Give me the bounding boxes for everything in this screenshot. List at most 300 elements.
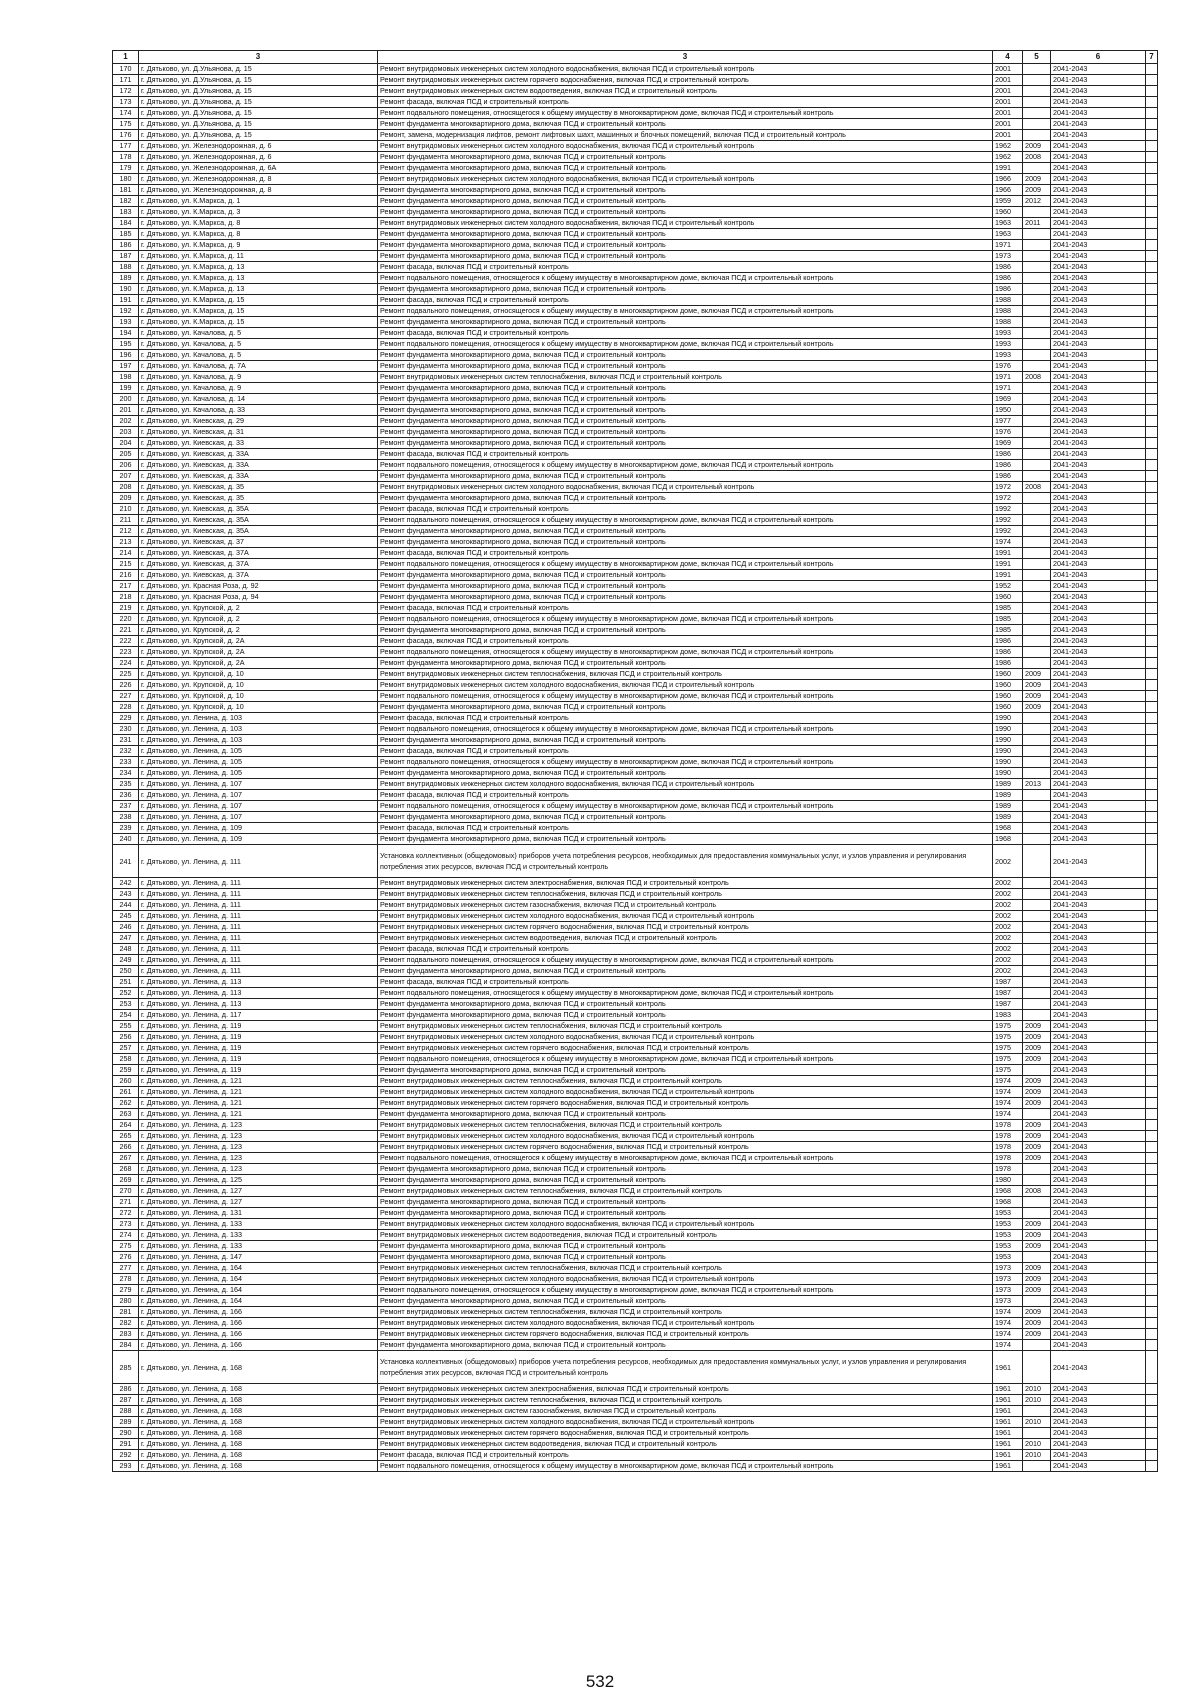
planned-period-cell: 2041-2043: [1051, 1417, 1146, 1428]
row-number: 240: [113, 834, 139, 845]
empty-col-7-cell: [1146, 1021, 1158, 1032]
empty-col-7-cell: [1146, 702, 1158, 713]
build-year-cell: 1976: [993, 361, 1023, 372]
table-row: [113, 812, 1158, 823]
last-repair-year-cell: 2009: [1023, 1054, 1051, 1065]
last-repair-year-cell: [1023, 581, 1051, 592]
build-year-cell: 1990: [993, 724, 1023, 735]
row-number: 209: [113, 493, 139, 504]
planned-period-cell: 2041-2043: [1051, 746, 1146, 757]
address-cell: г. Дятьково, ул. Ленина, д. 123: [139, 1164, 378, 1175]
table-row: [113, 141, 1158, 152]
work-type-cell: Ремонт внутридомовых инженерных систем водоотведения, включая ПСД и строительный контроль: [378, 86, 993, 97]
empty-col-7-cell: [1146, 427, 1158, 438]
row-number: 186: [113, 240, 139, 251]
build-year-cell: 2002: [993, 845, 1023, 878]
work-type-cell: Ремонт фундамента многоквартирного дома, включая ПСД и строительный контроль: [378, 1208, 993, 1219]
build-year-cell: 1987: [993, 977, 1023, 988]
work-type-cell: Ремонт фундамента многоквартирного дома, включая ПСД и строительный контроль: [378, 438, 993, 449]
build-year-cell: 2001: [993, 119, 1023, 130]
table-row: [113, 97, 1158, 108]
empty-col-7-cell: [1146, 1153, 1158, 1164]
address-cell: г. Дятьково, ул. Качалова, д. 5: [139, 350, 378, 361]
row-number: 199: [113, 383, 139, 394]
empty-col-7-cell: [1146, 273, 1158, 284]
empty-col-7-cell: [1146, 361, 1158, 372]
work-type-cell: Ремонт фасада, включая ПСД и строительный контроль: [378, 295, 993, 306]
row-number: 274: [113, 1230, 139, 1241]
planned-period-cell: 2041-2043: [1051, 405, 1146, 416]
table-row: [113, 163, 1158, 174]
work-type-cell: Ремонт фасада, включая ПСД и строительный контроль: [378, 790, 993, 801]
table-row: [113, 845, 1158, 878]
table-row: [113, 757, 1158, 768]
table-row: [113, 977, 1158, 988]
work-type-cell: Ремонт фасада, включая ПСД и строительный контроль: [378, 603, 993, 614]
empty-col-7-cell: [1146, 724, 1158, 735]
address-cell: г. Дятьково, ул. Ленина, д. 131: [139, 1208, 378, 1219]
table-row: [113, 75, 1158, 86]
empty-col-7-cell: [1146, 1010, 1158, 1021]
last-repair-year-cell: 2009: [1023, 680, 1051, 691]
work-type-cell: Ремонт фундамента многоквартирного дома, включая ПСД и строительный контроль: [378, 350, 993, 361]
work-type-cell: Ремонт внутридомовых инженерных систем холодного водоснабжения, включая ПСД и строительный контроль: [378, 779, 993, 790]
build-year-cell: 1974: [993, 537, 1023, 548]
empty-col-7-cell: [1146, 966, 1158, 977]
empty-col-7-cell: [1146, 658, 1158, 669]
address-cell: г. Дятьково, ул. Ленина, д. 127: [139, 1197, 378, 1208]
header-col-3: 3: [378, 51, 993, 64]
planned-period-cell: 2041-2043: [1051, 141, 1146, 152]
work-type-cell: Ремонт подвального помещения, относящегося к общему имуществу в многоквартирном доме, включая ПСД и строительный контроль: [378, 515, 993, 526]
empty-col-7-cell: [1146, 1395, 1158, 1406]
work-type-cell: Ремонт фундамента многоквартирного дома, включая ПСД и строительный контроль: [378, 471, 993, 482]
address-cell: г. Дятьково, ул. Киевская, д. 33А: [139, 460, 378, 471]
table-row: [113, 1329, 1158, 1340]
build-year-cell: 2001: [993, 75, 1023, 86]
table-row: [113, 1142, 1158, 1153]
last-repair-year-cell: [1023, 273, 1051, 284]
row-number: 194: [113, 328, 139, 339]
work-type-cell: Ремонт внутридомовых инженерных систем холодного водоснабжения, включая ПСД и строительный контроль: [378, 1274, 993, 1285]
table-row: [113, 1406, 1158, 1417]
last-repair-year-cell: 2009: [1023, 1043, 1051, 1054]
planned-period-cell: 2041-2043: [1051, 163, 1146, 174]
work-type-cell: Ремонт фундамента многоквартирного дома, включая ПСД и строительный контроль: [378, 152, 993, 163]
last-repair-year-cell: [1023, 559, 1051, 570]
work-type-cell: Ремонт фундамента многоквартирного дома, включая ПСД и строительный контроль: [378, 768, 993, 779]
table-row: [113, 218, 1158, 229]
empty-col-7-cell: [1146, 240, 1158, 251]
empty-col-7-cell: [1146, 878, 1158, 889]
planned-period-cell: 2041-2043: [1051, 1439, 1146, 1450]
table-row: [113, 790, 1158, 801]
build-year-cell: 1991: [993, 548, 1023, 559]
address-cell: г. Дятьково, ул. Киевская, д. 33: [139, 438, 378, 449]
empty-col-7-cell: [1146, 1450, 1158, 1461]
table-row: [113, 1285, 1158, 1296]
planned-period-cell: 2041-2043: [1051, 75, 1146, 86]
last-repair-year-cell: [1023, 592, 1051, 603]
work-type-cell: Ремонт фундамента многоквартирного дома, включая ПСД и строительный контроль: [378, 317, 993, 328]
build-year-cell: 1960: [993, 592, 1023, 603]
row-number: 218: [113, 592, 139, 603]
last-repair-year-cell: 2012: [1023, 196, 1051, 207]
last-repair-year-cell: [1023, 240, 1051, 251]
table-row: [113, 647, 1158, 658]
row-number: 251: [113, 977, 139, 988]
address-cell: г. Дятьково, ул. К.Маркса, д. 11: [139, 251, 378, 262]
work-type-cell: Ремонт подвального помещения, относящегося к общему имуществу в многоквартирном доме, включая ПСД и строительный контроль: [378, 339, 993, 350]
address-cell: г. Дятьково, ул. Ленина, д. 119: [139, 1043, 378, 1054]
work-type-cell: Ремонт фундамента многоквартирного дома, включая ПСД и строительный контроль: [378, 229, 993, 240]
empty-col-7-cell: [1146, 383, 1158, 394]
row-number: 237: [113, 801, 139, 812]
build-year-cell: 1989: [993, 779, 1023, 790]
row-number: 221: [113, 625, 139, 636]
empty-col-7-cell: [1146, 482, 1158, 493]
build-year-cell: 1986: [993, 449, 1023, 460]
empty-col-7-cell: [1146, 515, 1158, 526]
address-cell: г. Дятьково, ул. Ленина, д. 125: [139, 1175, 378, 1186]
last-repair-year-cell: [1023, 834, 1051, 845]
table-row: [113, 933, 1158, 944]
planned-period-cell: 2041-2043: [1051, 823, 1146, 834]
work-type-cell: Ремонт внутридомовых инженерных систем теплоснабжения, включая ПСД и строительный контроль: [378, 1395, 993, 1406]
planned-period-cell: 2041-2043: [1051, 1109, 1146, 1120]
planned-period-cell: 2041-2043: [1051, 449, 1146, 460]
table-row: [113, 273, 1158, 284]
build-year-cell: 1963: [993, 229, 1023, 240]
row-number: 201: [113, 405, 139, 416]
address-cell: г. Дятьково, ул. Ленина, д. 107: [139, 779, 378, 790]
empty-col-7-cell: [1146, 614, 1158, 625]
empty-col-7-cell: [1146, 306, 1158, 317]
last-repair-year-cell: [1023, 471, 1051, 482]
planned-period-cell: 2041-2043: [1051, 339, 1146, 350]
work-type-cell: Ремонт подвального помещения, относящегося к общему имуществу в многоквартирном доме, включая ПСД и строительный контроль: [378, 559, 993, 570]
last-repair-year-cell: 2009: [1023, 1032, 1051, 1043]
planned-period-cell: 2041-2043: [1051, 394, 1146, 405]
row-number: 259: [113, 1065, 139, 1076]
address-cell: г. Дятьково, ул. Качалова, д. 7А: [139, 361, 378, 372]
empty-col-7-cell: [1146, 1098, 1158, 1109]
planned-period-cell: 2041-2043: [1051, 350, 1146, 361]
empty-col-7-cell: [1146, 1120, 1158, 1131]
build-year-cell: 1959: [993, 196, 1023, 207]
last-repair-year-cell: [1023, 416, 1051, 427]
empty-col-7-cell: [1146, 1164, 1158, 1175]
row-number: 291: [113, 1439, 139, 1450]
work-type-cell: Ремонт внутридомовых инженерных систем теплоснабжения, включая ПСД и строительный контроль: [378, 372, 993, 383]
last-repair-year-cell: [1023, 999, 1051, 1010]
row-number: 179: [113, 163, 139, 174]
row-number: 293: [113, 1461, 139, 1472]
address-cell: г. Дятьково, ул. Ленина, д. 164: [139, 1263, 378, 1274]
planned-period-cell: 2041-2043: [1051, 1351, 1146, 1384]
planned-period-cell: 2041-2043: [1051, 603, 1146, 614]
planned-period-cell: 2041-2043: [1051, 185, 1146, 196]
planned-period-cell: 2041-2043: [1051, 900, 1146, 911]
work-type-cell: Ремонт подвального помещения, относящегося к общему имуществу в многоквартирном доме, включая ПСД и строительный контроль: [378, 691, 993, 702]
empty-col-7-cell: [1146, 1329, 1158, 1340]
build-year-cell: 1987: [993, 988, 1023, 999]
work-type-cell: Ремонт подвального помещения, относящегося к общему имуществу в многоквартирном доме, включая ПСД и строительный контроль: [378, 988, 993, 999]
address-cell: г. Дятьково, ул. Ленина, д. 166: [139, 1329, 378, 1340]
last-repair-year-cell: 2013: [1023, 779, 1051, 790]
last-repair-year-cell: [1023, 449, 1051, 460]
planned-period-cell: 2041-2043: [1051, 966, 1146, 977]
last-repair-year-cell: [1023, 933, 1051, 944]
work-type-cell: Ремонт подвального помещения, относящегося к общему имуществу в многоквартирном доме, включая ПСД и строительный контроль: [378, 1153, 993, 1164]
last-repair-year-cell: [1023, 988, 1051, 999]
work-type-cell: Установка коллективных (общедомовых) приборов учета потребления ресурсов, необходимых для предоставления коммунальных услуг, и узлов управления и регулирования потребления этих ресурсов, включая ПСД и строительный контроль: [378, 1351, 993, 1384]
table-row: [113, 1186, 1158, 1197]
work-type-cell: Ремонт фасада, включая ПСД и строительный контроль: [378, 1450, 993, 1461]
build-year-cell: 2002: [993, 900, 1023, 911]
work-type-cell: Ремонт фундамента многоквартирного дома, включая ПСД и строительный контроль: [378, 537, 993, 548]
last-repair-year-cell: [1023, 977, 1051, 988]
empty-col-7-cell: [1146, 1428, 1158, 1439]
row-number: 176: [113, 130, 139, 141]
table-row: [113, 1032, 1158, 1043]
last-repair-year-cell: [1023, 515, 1051, 526]
last-repair-year-cell: 2010: [1023, 1395, 1051, 1406]
work-type-cell: Ремонт подвального помещения, относящегося к общему имуществу в многоквартирном доме, включая ПСД и строительный контроль: [378, 306, 993, 317]
address-cell: г. Дятьково, ул. Ленина, д. 121: [139, 1076, 378, 1087]
table-row: [113, 1087, 1158, 1098]
empty-col-7-cell: [1146, 592, 1158, 603]
last-repair-year-cell: [1023, 636, 1051, 647]
last-repair-year-cell: [1023, 86, 1051, 97]
address-cell: г. Дятьково, ул. Ленина, д. 119: [139, 1032, 378, 1043]
last-repair-year-cell: 2009: [1023, 1142, 1051, 1153]
address-cell: г. Дятьково, ул. Ленина, д. 111: [139, 966, 378, 977]
build-year-cell: 1985: [993, 614, 1023, 625]
planned-period-cell: 2041-2043: [1051, 504, 1146, 515]
table-row: [113, 152, 1158, 163]
build-year-cell: 2001: [993, 130, 1023, 141]
row-number: 203: [113, 427, 139, 438]
header-col-4: 4: [993, 51, 1023, 64]
address-cell: г. Дятьково, ул. Железнодорожная, д. 8: [139, 174, 378, 185]
empty-col-7-cell: [1146, 977, 1158, 988]
empty-col-7-cell: [1146, 207, 1158, 218]
table-row: [113, 1263, 1158, 1274]
last-repair-year-cell: 2009: [1023, 1087, 1051, 1098]
build-year-cell: 1974: [993, 1329, 1023, 1340]
table-row: [113, 372, 1158, 383]
address-cell: г. Дятьково, ул. Ленина, д. 111: [139, 900, 378, 911]
work-type-cell: Ремонт фасада, включая ПСД и строительный контроль: [378, 636, 993, 647]
table-row: [113, 1384, 1158, 1395]
address-cell: г. Дятьково, ул. Киевская, д. 31: [139, 427, 378, 438]
build-year-cell: 1975: [993, 1043, 1023, 1054]
build-year-cell: 1973: [993, 251, 1023, 262]
empty-col-7-cell: [1146, 1175, 1158, 1186]
row-number: 192: [113, 306, 139, 317]
planned-period-cell: 2041-2043: [1051, 570, 1146, 581]
last-repair-year-cell: 2009: [1023, 1131, 1051, 1142]
address-cell: г. Дятьково, ул. Ленина, д. 123: [139, 1142, 378, 1153]
empty-col-7-cell: [1146, 625, 1158, 636]
row-number: 223: [113, 647, 139, 658]
build-year-cell: 1974: [993, 1340, 1023, 1351]
empty-col-7-cell: [1146, 790, 1158, 801]
empty-col-7-cell: [1146, 1406, 1158, 1417]
last-repair-year-cell: [1023, 1208, 1051, 1219]
work-type-cell: Ремонт фасада, включая ПСД и строительный контроль: [378, 746, 993, 757]
build-year-cell: 1971: [993, 240, 1023, 251]
empty-col-7-cell: [1146, 1296, 1158, 1307]
work-type-cell: Ремонт фундамента многоквартирного дома, включая ПСД и строительный контроль: [378, 361, 993, 372]
planned-period-cell: 2041-2043: [1051, 548, 1146, 559]
address-cell: г. Дятьково, ул. Железнодорожная, д. 6А: [139, 163, 378, 174]
table-row: [113, 284, 1158, 295]
planned-period-cell: 2041-2043: [1051, 86, 1146, 97]
row-number: 224: [113, 658, 139, 669]
empty-col-7-cell: [1146, 416, 1158, 427]
table-row: [113, 130, 1158, 141]
build-year-cell: 1986: [993, 460, 1023, 471]
address-cell: г. Дятьково, ул. Ленина, д. 111: [139, 911, 378, 922]
build-year-cell: 1961: [993, 1461, 1023, 1472]
row-number: 195: [113, 339, 139, 350]
address-cell: г. Дятьково, ул. К.Маркса, д. 1: [139, 196, 378, 207]
row-number: 196: [113, 350, 139, 361]
address-cell: г. Дятьково, ул. Ленина, д. 103: [139, 724, 378, 735]
planned-period-cell: 2041-2043: [1051, 537, 1146, 548]
table-row: [113, 603, 1158, 614]
row-number: 215: [113, 559, 139, 570]
table-row: [113, 1219, 1158, 1230]
header-col-2: 3: [139, 51, 378, 64]
planned-period-cell: 2041-2043: [1051, 1164, 1146, 1175]
empty-col-7-cell: [1146, 262, 1158, 273]
row-number: 266: [113, 1142, 139, 1153]
address-cell: г. Дятьково, ул. Ленина, д. 111: [139, 955, 378, 966]
row-number: 229: [113, 713, 139, 724]
work-type-cell: Ремонт фундамента многоквартирного дома, включая ПСД и строительный контроль: [378, 185, 993, 196]
last-repair-year-cell: [1023, 768, 1051, 779]
planned-period-cell: 2041-2043: [1051, 1197, 1146, 1208]
planned-period-cell: 2041-2043: [1051, 152, 1146, 163]
build-year-cell: 1974: [993, 1109, 1023, 1120]
last-repair-year-cell: [1023, 823, 1051, 834]
work-type-cell: Ремонт внутридомовых инженерных систем теплоснабжения, включая ПСД и строительный контроль: [378, 669, 993, 680]
row-number: 191: [113, 295, 139, 306]
header-col-7: 7: [1146, 51, 1158, 64]
last-repair-year-cell: [1023, 900, 1051, 911]
row-number: 185: [113, 229, 139, 240]
table-row: [113, 823, 1158, 834]
address-cell: г. Дятьково, ул. К.Маркса, д. 8: [139, 229, 378, 240]
row-number: 236: [113, 790, 139, 801]
last-repair-year-cell: [1023, 889, 1051, 900]
work-type-cell: Ремонт внутридомовых инженерных систем холодного водоснабжения, включая ПСД и строительный контроль: [378, 174, 993, 185]
address-cell: г. Дятьково, ул. Крупской, д. 2А: [139, 658, 378, 669]
planned-period-cell: 2041-2043: [1051, 713, 1146, 724]
work-type-cell: Установка коллективных (общедомовых) приборов учета потребления ресурсов, необходимых для предоставления коммунальных услуг, и узлов управления и регулирования потребления этих ресурсов, включая ПСД и строительный контроль: [378, 845, 993, 878]
work-type-cell: Ремонт фундамента многоквартирного дома, включая ПСД и строительный контроль: [378, 581, 993, 592]
address-cell: г. Дятьково, ул. Ленина, д. 133: [139, 1241, 378, 1252]
table-row: [113, 405, 1158, 416]
planned-period-cell: 2041-2043: [1051, 614, 1146, 625]
work-type-cell: Ремонт фундамента многоквартирного дома, включая ПСД и строительный контроль: [378, 999, 993, 1010]
planned-period-cell: 2041-2043: [1051, 460, 1146, 471]
address-cell: г. Дятьково, ул. Железнодорожная, д. 6: [139, 141, 378, 152]
last-repair-year-cell: 2009: [1023, 1263, 1051, 1274]
address-cell: г. Дятьково, ул. Крупской, д. 10: [139, 680, 378, 691]
planned-period-cell: 2041-2043: [1051, 1450, 1146, 1461]
work-type-cell: Ремонт внутридомовых инженерных систем холодного водоснабжения, включая ПСД и строительный контроль: [378, 1219, 993, 1230]
planned-period-cell: 2041-2043: [1051, 383, 1146, 394]
planned-period-cell: 2041-2043: [1051, 284, 1146, 295]
empty-col-7-cell: [1146, 1307, 1158, 1318]
table-row: [113, 262, 1158, 273]
work-type-cell: Ремонт внутридомовых инженерных систем теплоснабжения, включая ПСД и строительный контроль: [378, 1186, 993, 1197]
last-repair-year-cell: 2010: [1023, 1417, 1051, 1428]
last-repair-year-cell: [1023, 108, 1051, 119]
build-year-cell: 1973: [993, 1285, 1023, 1296]
empty-col-7-cell: [1146, 460, 1158, 471]
planned-period-cell: 2041-2043: [1051, 361, 1146, 372]
last-repair-year-cell: [1023, 405, 1051, 416]
row-number: 239: [113, 823, 139, 834]
row-number: 198: [113, 372, 139, 383]
address-cell: г. Дятьково, ул. Ленина, д. 164: [139, 1285, 378, 1296]
empty-col-7-cell: [1146, 1241, 1158, 1252]
empty-col-7-cell: [1146, 295, 1158, 306]
row-number: 285: [113, 1351, 139, 1384]
planned-period-cell: 2041-2043: [1051, 240, 1146, 251]
last-repair-year-cell: 2010: [1023, 1384, 1051, 1395]
row-number: 170: [113, 64, 139, 75]
table-row: [113, 889, 1158, 900]
table-row: [113, 526, 1158, 537]
work-type-cell: Ремонт фундамента многоквартирного дома, включая ПСД и строительный контроль: [378, 427, 993, 438]
row-number: 246: [113, 922, 139, 933]
row-number: 234: [113, 768, 139, 779]
row-number: 258: [113, 1054, 139, 1065]
table-row: [113, 1395, 1158, 1406]
table-row: [113, 383, 1158, 394]
row-number: 248: [113, 944, 139, 955]
empty-col-7-cell: [1146, 537, 1158, 548]
row-number: 202: [113, 416, 139, 427]
empty-col-7-cell: [1146, 933, 1158, 944]
build-year-cell: 1990: [993, 757, 1023, 768]
last-repair-year-cell: [1023, 1428, 1051, 1439]
work-type-cell: Ремонт внутридомовых инженерных систем теплоснабжения, включая ПСД и строительный контроль: [378, 889, 993, 900]
build-year-cell: 1971: [993, 383, 1023, 394]
build-year-cell: 1975: [993, 1021, 1023, 1032]
last-repair-year-cell: [1023, 724, 1051, 735]
table-row: [113, 1340, 1158, 1351]
table-row: [113, 636, 1158, 647]
last-repair-year-cell: [1023, 966, 1051, 977]
planned-period-cell: 2041-2043: [1051, 515, 1146, 526]
work-type-cell: Ремонт внутридомовых инженерных систем электроснабжения, включая ПСД и строительный контроль: [378, 1384, 993, 1395]
table-row: [113, 108, 1158, 119]
empty-col-7-cell: [1146, 812, 1158, 823]
work-type-cell: Ремонт фундамента многоквартирного дома, включая ПСД и строительный контроль: [378, 526, 993, 537]
planned-period-cell: 2041-2043: [1051, 273, 1146, 284]
empty-col-7-cell: [1146, 1219, 1158, 1230]
build-year-cell: 2001: [993, 86, 1023, 97]
build-year-cell: 1974: [993, 1076, 1023, 1087]
row-number: 263: [113, 1109, 139, 1120]
